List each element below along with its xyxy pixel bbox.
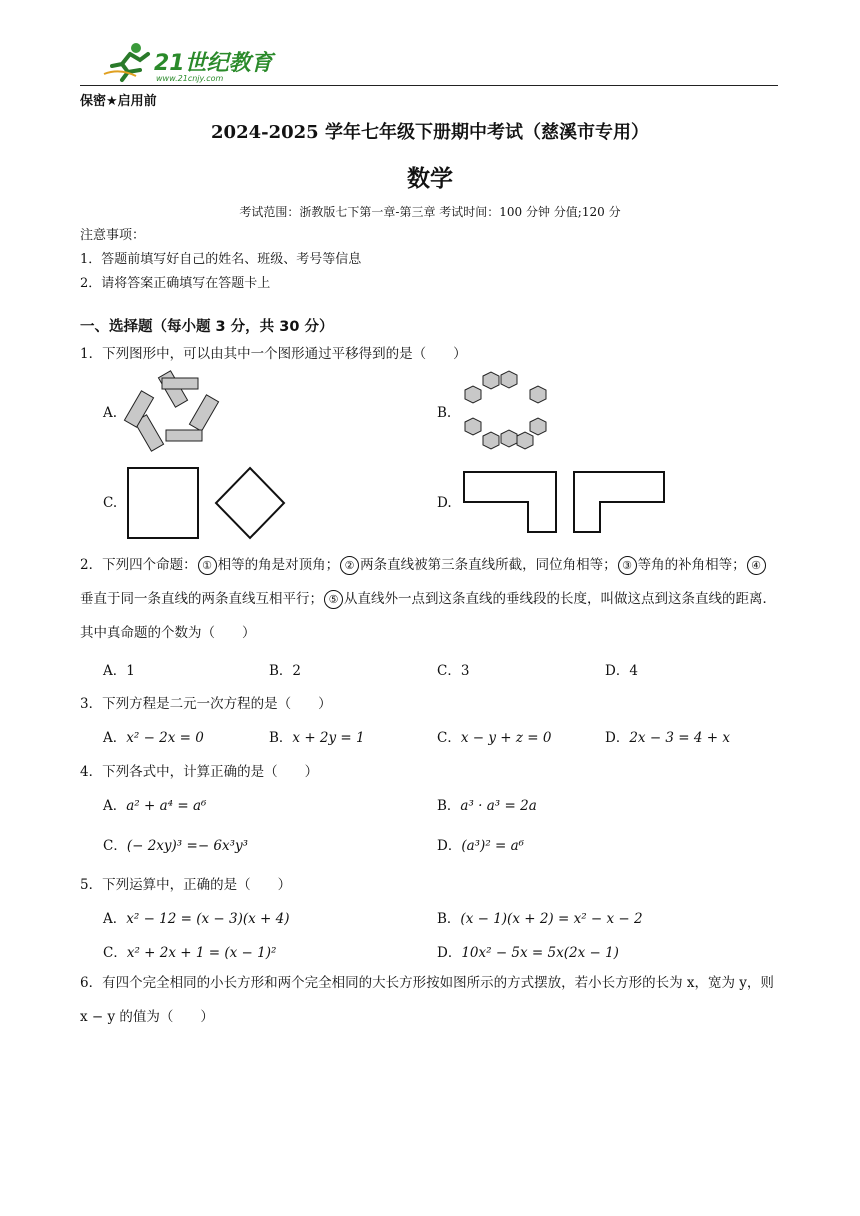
circled-4: ④	[747, 556, 766, 575]
q4-option-a: A．a² + a⁴ = a⁶	[103, 798, 207, 814]
note-1: 1．答题前填写好自己的姓名、班级、考号等信息	[80, 252, 362, 267]
q2-proposition-1: 相等的角是对顶角；	[217, 557, 340, 573]
notes-heading: 注意事项：	[80, 228, 146, 243]
q2-option-c: C．3	[437, 663, 470, 679]
q4-expr-a: a² + a⁴ = a⁶	[126, 798, 207, 814]
q3-expr-c: x − y + z = 0	[460, 730, 552, 746]
q3-option-a: A．x² − 2x = 0	[103, 730, 204, 746]
q4-expr-b: a³ · a³ = 2a	[460, 798, 537, 814]
q2-proposition-4: 垂直于同一条直线的两条直线互相平行；	[80, 591, 323, 607]
q1-option-c-label: C.	[103, 495, 118, 511]
q3-expr-b: x + 2y = 1	[292, 730, 365, 746]
notes	[80, 224, 361, 296]
note-2: 2．请将答案正确填写在答题卡上	[80, 276, 271, 291]
q5-stem: 5．下列运算中，正确的是（ ）	[80, 877, 292, 893]
subject-title: 数学	[407, 166, 453, 192]
figure-b-hexagons	[460, 368, 560, 458]
q5-expr-d: 10x² − 5x = 5x(2x − 1)	[461, 945, 619, 961]
q4-stem: 4．下列各式中，计算正确的是（ ）	[80, 764, 319, 780]
q3-option-b: B．x + 2y = 1	[269, 730, 365, 746]
figure-a-rotated-bars	[122, 370, 222, 450]
q6-stem: 6．有四个完全相同的小长方形和两个完全相同的大长方形按如图所示的方式摆放，若小长方形的长为 x，宽为 y，则 x − y 的值为（ ）	[80, 975, 774, 1025]
q4-option-c: C．(− 2xy)³ =− 6x³y³	[103, 838, 249, 854]
q2-intro: 2．下列四个命题：	[80, 557, 197, 573]
q4-expr-c: (− 2xy)³ =− 6x³y³	[126, 838, 249, 854]
q3-stem: 3．下列方程是二元一次方程的是（ ）	[80, 696, 332, 712]
circled-3: ③	[618, 556, 637, 575]
exam-info: 考试范围：浙教版七下第一章-第三章 考试时间：100 分钟 分值;120 分	[239, 205, 621, 219]
q2-option-b: B．2	[269, 663, 302, 679]
logo-text: 21世纪教育	[154, 51, 273, 76]
circled-5: ⑤	[324, 590, 343, 609]
q2-option-a: A．1	[103, 663, 135, 679]
q1-option-d-label: D.	[437, 495, 452, 511]
header-rule	[80, 85, 778, 86]
q3-expr-d: 2x − 3 = 4 + x	[629, 730, 731, 746]
logo	[100, 40, 273, 84]
circled-1: ①	[198, 556, 217, 575]
q1-option-b-label: B.	[437, 405, 452, 421]
q1-option-a-label: A.	[103, 405, 118, 421]
q5-option-a: A．x² − 12 = (x − 3)(x + 4)	[103, 911, 290, 927]
q4-expr-d: (a³)² = a⁶	[461, 838, 525, 854]
q2-proposition-2: 两条直线被第三条直线所截，同位角相等；	[360, 557, 617, 573]
q3-option-d: D．2x − 3 = 4 + x	[605, 730, 731, 746]
figure-c-square-diamond	[126, 466, 286, 542]
q4-option-b: B．a³ · a³ = 2a	[437, 798, 537, 814]
q1-stem: 1．下列图形中，可以由其中一个图形通过平移得到的是（ ）	[80, 346, 467, 362]
q3-expr-a: x² − 2x = 0	[126, 730, 204, 746]
q4-option-d: D．(a³)² = a⁶	[437, 838, 525, 854]
q2-option-d: D．4	[605, 663, 638, 679]
q2-proposition-5: 从直线外一点到这条直线的垂线段的长度，叫做这点到这条直线的距离．其中真命题的个数为（ ）	[80, 591, 776, 641]
figure-d-l-shapes	[462, 470, 672, 536]
q2-stem	[80, 548, 780, 650]
q5-expr-c: x² + 2x + 1 = (x − 1)²	[126, 945, 277, 961]
exam-title: 2024-2025 学年七年级下册期中考试（慈溪市专用）	[211, 122, 649, 143]
logo-url: www.21cnjy.com	[156, 74, 224, 83]
secret-label: 保密★启用前	[80, 94, 157, 109]
q5-option-c: C．x² + 2x + 1 = (x − 1)²	[103, 945, 277, 961]
section-heading: 一、选择题（每小题 3 分，共 30 分）	[80, 319, 334, 335]
runner-icon	[104, 43, 148, 80]
q5-expr-b: (x − 1)(x + 2) = x² − x − 2	[460, 911, 643, 927]
q3-option-c: C．x − y + z = 0	[437, 730, 552, 746]
q2-proposition-3: 等角的补角相等；	[637, 557, 746, 573]
circled-2: ②	[340, 556, 359, 575]
q5-option-b: B．(x − 1)(x + 2) = x² − x − 2	[437, 911, 643, 927]
q5-option-d: D．10x² − 5x = 5x(2x − 1)	[437, 945, 619, 961]
q5-expr-a: x² − 12 = (x − 3)(x + 4)	[126, 911, 290, 927]
